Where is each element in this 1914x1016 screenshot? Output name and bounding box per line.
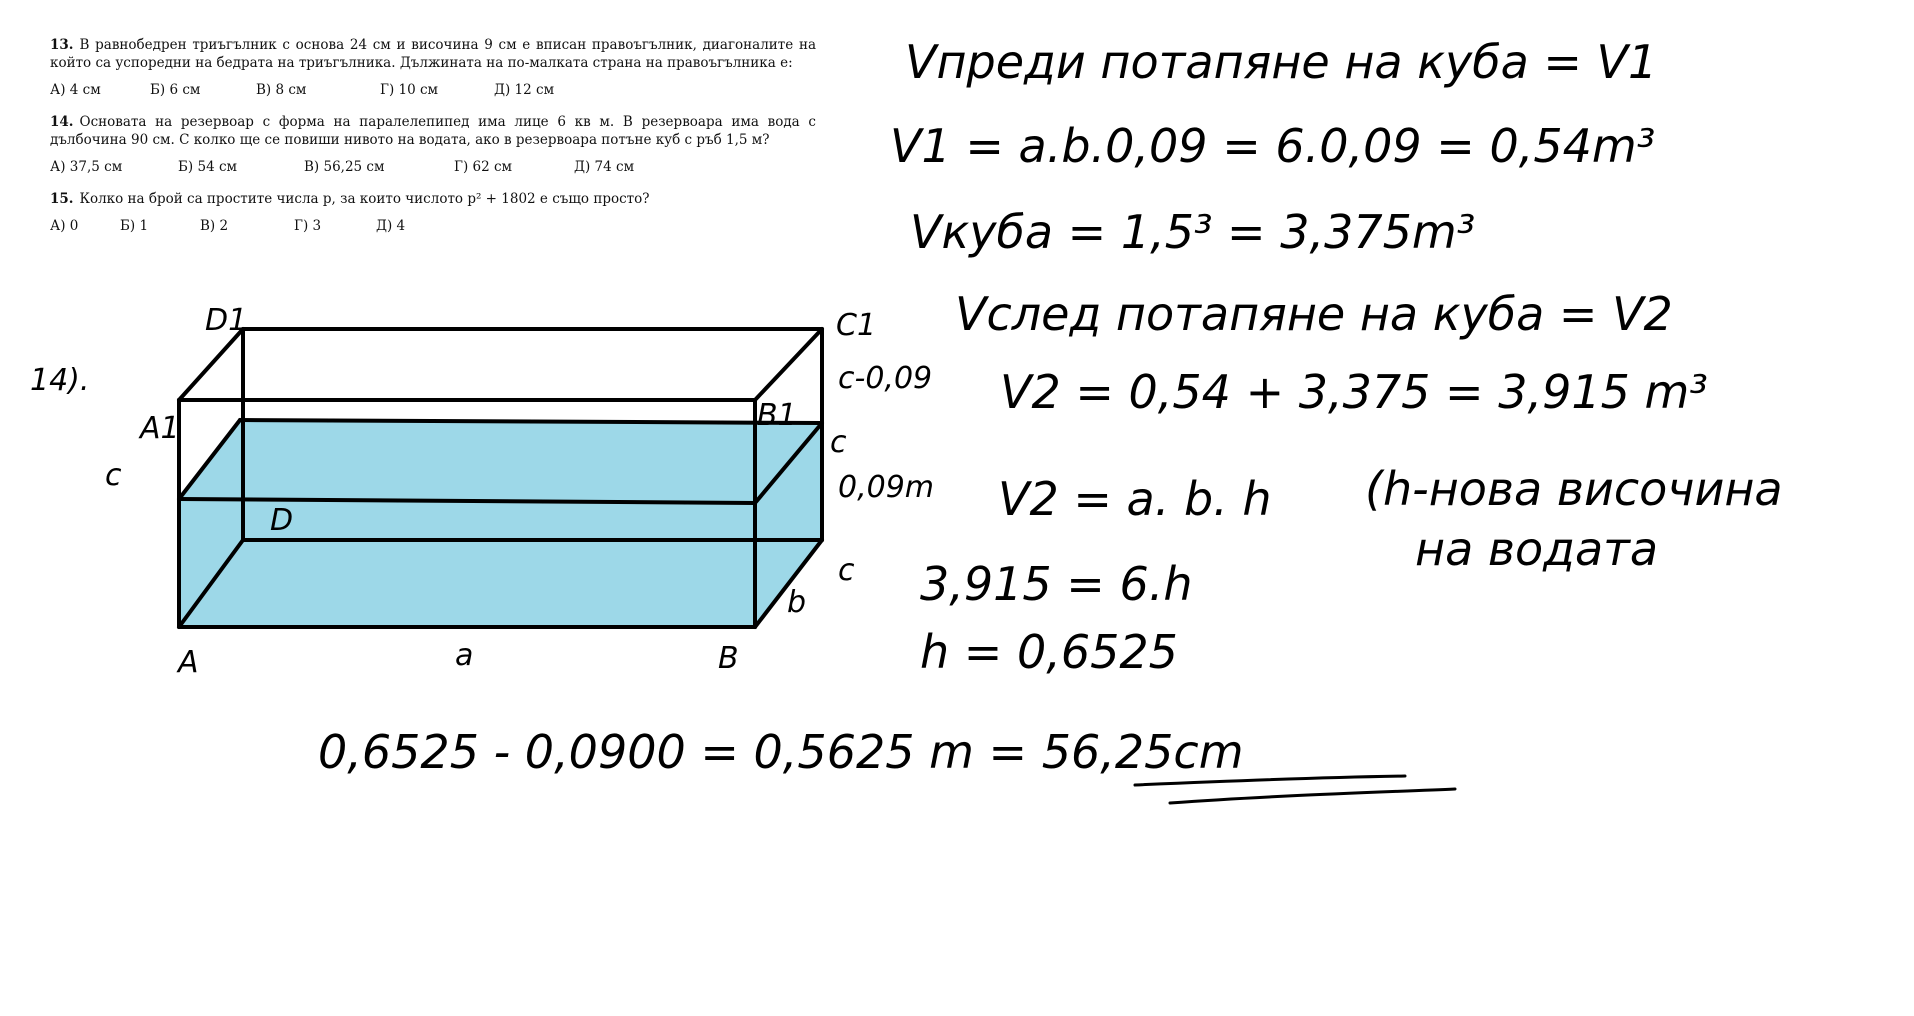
solution-line: h = 0,6525 (920, 625, 1178, 679)
answer-underline (1135, 776, 1455, 803)
answer-choice: Д) 4 (376, 217, 406, 234)
solution-line: V1 = a.b.0,09 = 6.0,09 = 0,54m³ (890, 119, 1656, 173)
answer-choice: Д) 74 см (574, 158, 635, 175)
solution-note: на водата (1415, 522, 1659, 576)
answer-choice: Б) 54 см (178, 158, 238, 175)
problem-number: 14. (50, 114, 74, 131)
answer-choice: В) 56,25 см (304, 158, 385, 175)
solution-line: V2 = a. b. h (998, 472, 1272, 526)
solution-line: V2 = 0,54 + 3,375 = 3,915 m³ (1000, 365, 1708, 419)
answer-choice: Г) 3 (294, 217, 322, 234)
solution-line: Vпреди потапяне на куба = V1 (905, 35, 1658, 89)
edge-label: 0,09m (838, 470, 935, 505)
vertex-label: C1 (836, 308, 877, 343)
problem-statement: Колко на брой са простите числа p, за които числото p² + 1802 е също просто? (79, 191, 650, 208)
solution-note: (h-нова височина (1365, 462, 1783, 516)
edge-label: c (830, 425, 847, 460)
vertex-label: B1 (757, 398, 797, 433)
answer-choice: В) 8 см (256, 81, 307, 98)
answer-choice: Г) 62 см (454, 158, 513, 175)
vertex-label: A1 (140, 411, 180, 446)
vertex-label: A (178, 645, 199, 680)
answer-choice: Г) 10 см (380, 81, 439, 98)
water-top-face (179, 420, 822, 503)
answer-choice: А) 4 см (50, 81, 101, 98)
answer-choice: Д) 12 см (494, 81, 555, 98)
answer-choice: Б) 1 (120, 217, 149, 234)
edge-label: b (787, 585, 807, 620)
edge (755, 329, 822, 400)
edge (179, 329, 243, 400)
solution-line: 3,915 = 6.h (920, 557, 1193, 611)
problem-statement: В равнобедрен триъгълник с основа 24 см и височина 9 см е вписан правоъгълник, диагоналите на който са успоредни на бедрата на триъгълника. Дължината на по-малката страна на правоъгълника е: (50, 37, 816, 72)
problem-marker: 14). (30, 363, 90, 398)
water-front-face (179, 499, 755, 627)
vertex-label: B (718, 641, 739, 676)
edge-label: c-0,09 (838, 361, 933, 396)
problem-number: 13. (50, 37, 74, 53)
problem-statement: Основата на резервоар с форма на паралелепипед има лице 6 кв м. В резервоара има вода с дълбочина 90 см. С колко ще се повиши нивото на водата, ако в резервоара потъне куб с ръб 1,5 м? (50, 114, 816, 149)
vertex-label: D (270, 503, 294, 538)
solution-line: Vкуба = 1,5³ = 3,375m³ (910, 205, 1476, 259)
answer-choice: В) 2 (200, 217, 229, 234)
answer-choice: А) 37,5 см (50, 158, 123, 175)
solution-line: Vслед потапяне на куба = V2 (955, 287, 1673, 341)
edge-label: c (838, 553, 855, 588)
answer-choice: Б) 6 см (150, 81, 201, 98)
edge-label: c (105, 458, 122, 493)
vertex-label: D1 (205, 303, 248, 338)
answer-choice: А) 0 (50, 217, 79, 234)
problem-number: 15. (50, 191, 74, 208)
final-answer: 0,6525 - 0,0900 = 0,5625 m = 56,25cm (318, 725, 1244, 779)
edge-label: a (455, 638, 474, 673)
